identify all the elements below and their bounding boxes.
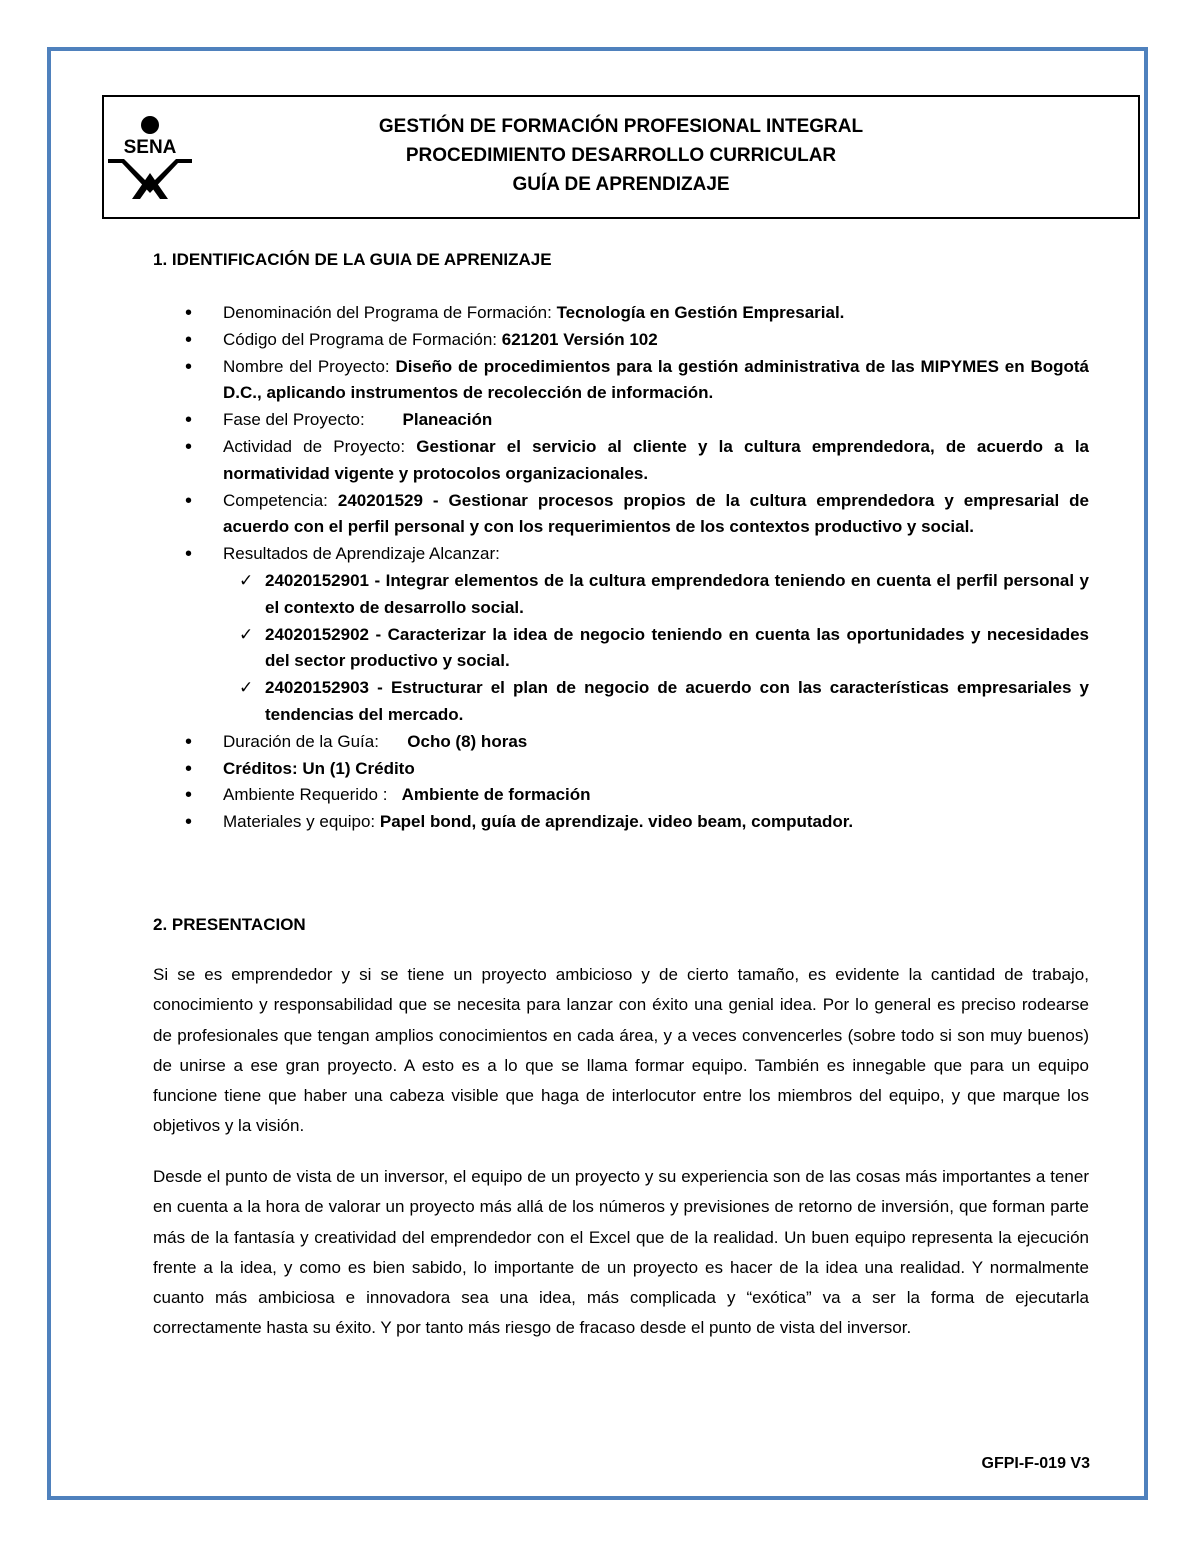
list-item: • Créditos: Un (1) Crédito [153,756,1089,783]
check-icon: ✓ [239,570,254,590]
check-icon: ✓ [239,624,254,644]
list-item: • Fase del Proyecto: Planeación [153,407,1089,434]
form-code: GFPI-F-019 V3 [981,1455,1090,1472]
presentation-paragraph-2: Desde el punto de vista de un inversor, el equipo de un proyecto y su experiencia son de las cosas más importantes a tener en cuenta a la hora de valorar un proyecto más allá de los números y previsiones de retorno de inversión, que forman parte más de la fantasía y creatividad del emprendedor con el Excel que de la realidad. Un buen equipo representa la ejecución frente a la idea, y como es bien sabido, lo importante de un proyecto es hacer de la idea una realidad. Y normalmente cuanto más ambiciosa e innovadora sea una idea, más complicada y “exótica” va a ser la forma de ejecutarla correctamente hasta su éxito. Y por tanto más riesgo de fracaso desde el punto de vista del inversor. [153,1167,1089,1338]
section-2-title: 2. PRESENTACION [153,915,306,934]
list-item: • Duración de la Guía: Ocho (8) horas [153,729,1089,756]
list-item: • Competencia: 240201529 - Gestionar procesos propios de la cultura emprendedora y empresarial de acuerdo con el perfil personal y con los requerimientos de los contextos productivo y social. [153,488,1089,542]
header-titles [102,112,1140,199]
identification-list [153,300,1089,836]
result-item: ✓ 24020152903 - Estructurar el plan de negocio de acuerdo con las características empresariales y tendencias del mercado. [223,675,1089,729]
header-title-3: GUÍA DE APRENDIZAJE [512,174,730,195]
header-title-1: GESTIÓN DE FORMACIÓN PROFESIONAL INTEGRAL [378,116,864,137]
result-item: ✓ 24020152901 - Integrar elementos de la cultura emprendedora teniendo en cuenta el perfil personal y el contexto de desarrollo social. [223,568,1089,622]
list-item: • Código del Programa de Formación: 621201 Versión 102 [153,327,1089,354]
presentation-paragraph-1: Si se es emprendedor y si se tiene un proyecto ambicioso y de cierto tamaño, es evidente la cantidad de trabajo, conocimiento y responsabilidad que se necesita para lanzar con éxito una genial idea. Por lo general es preciso rodearse de profesionales que tengan amplios conocimientos en cada área, y a veces convencerles (sobre todo si son muy buenos) de unirse a ese gran proyecto. A esto es a lo que se llama formar equipo. También es innegable que para un equipo funcione tiene que haber una cabeza visible que haga de interlocutor entre los miembros del equipo, y que marque los objetivos y la visión. [153,965,1089,1136]
list-item: • Denominación del Programa de Formación: Tecnología en Gestión Empresarial. [153,300,1089,327]
result-item: ✓ 24020152902 - Caracterizar la idea de negocio teniendo en cuenta las oportunidades y necesidades del sector productivo y social. [223,622,1089,676]
list-item: • Actividad de Proyecto: Gestionar el servicio al cliente y la cultura emprendedora, de acuerdo a la normatividad vigente y protocolos organizacionales. [153,434,1089,488]
list-item: • Materiales y equipo: Papel bond, guía de aprendizaje. video beam, computador. [153,809,1089,836]
check-icon: ✓ [239,678,254,698]
learning-results-list [223,568,1089,729]
section-1-title: 1. IDENTIFICACIÓN DE LA GUIA DE APRENIZAJE [153,250,552,269]
header-title-2: PROCEDIMIENTO DESARROLLO CURRICULAR [405,145,837,166]
logo-text: SENA [123,137,177,158]
list-item: • Ambiente Requerido : Ambiente de formación [153,782,1089,809]
list-item: • Resultados de Aprendizaje Alcanzar: ✓ 24020152901 - Integrar elementos de la cultura emprendedora teniendo en cuenta el perfil personal y el contexto de desarrollo social. ✓ 24020152902 - Caracterizar la idea de negocio teniendo en cuenta las oportunidades y necesidades del sector productivo y social. ✓ 24020152903 - Estructurar el plan de negocio de acuerdo con las características empresariales y tendencias del mercado. [153,541,1089,729]
list-item: • Nombre del Proyecto: Diseño de procedimientos para la gestión administrativa de las MIPYMES en Bogotá D.C., aplicando instrumentos de recolección de información. [153,354,1089,408]
